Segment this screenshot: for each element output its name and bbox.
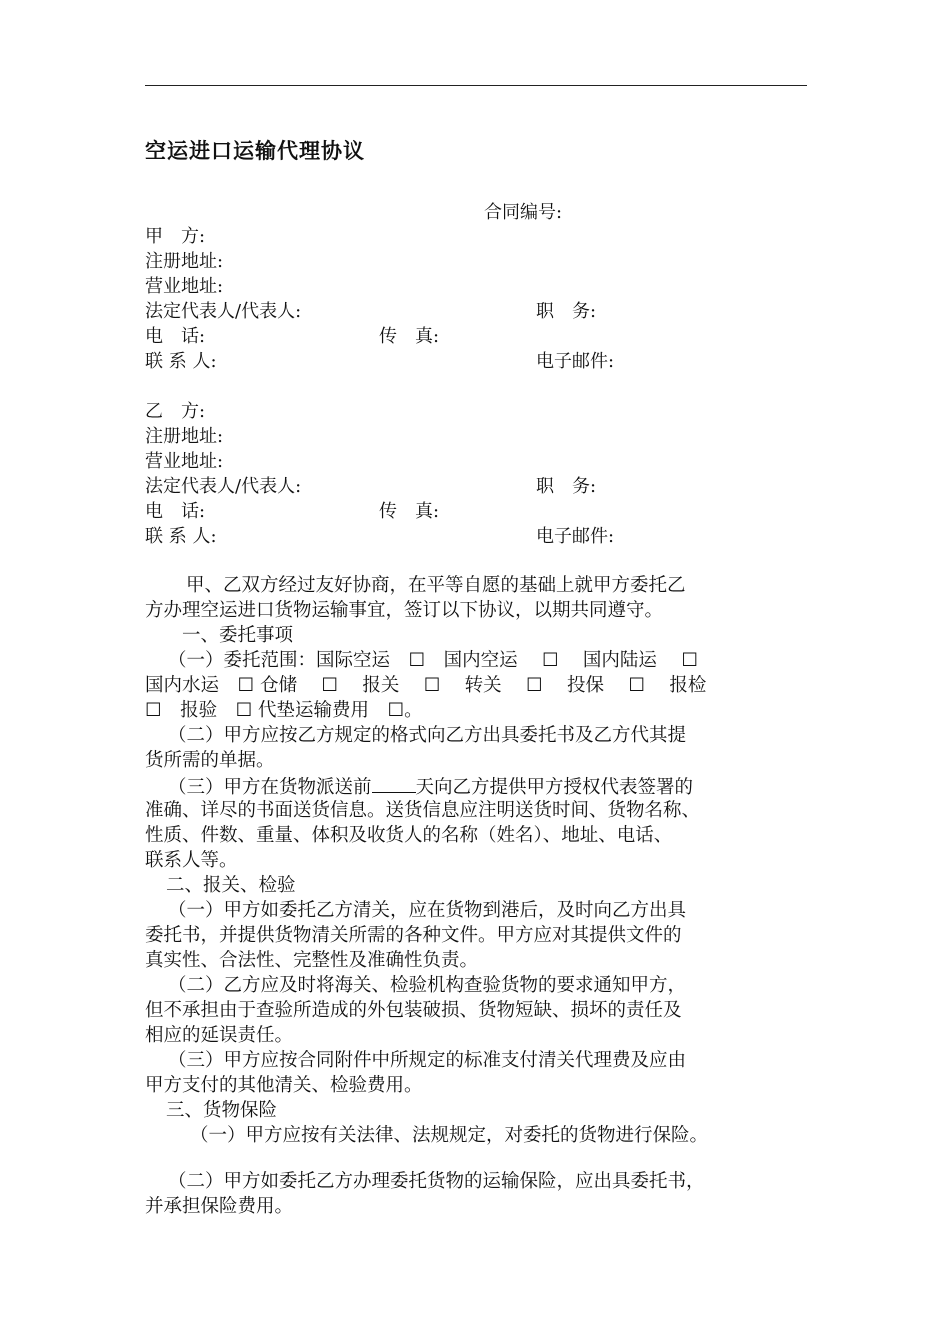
party-a-email: 电子邮件: bbox=[536, 351, 615, 372]
party-a-reg-address: 注册地址: bbox=[145, 251, 224, 272]
section-2-heading: 二、报关、检验 bbox=[166, 875, 296, 896]
party-b-email: 电子邮件: bbox=[536, 526, 615, 547]
party-b-legal-rep: 法定代表人/代表人: bbox=[145, 476, 302, 497]
party-b-label: 乙 方: bbox=[145, 401, 206, 422]
section-1-item-2-line-1: （二）甲方应按乙方规定的格式向乙方出具委托书及乙方代其提 bbox=[168, 725, 687, 746]
document-title: 空运进口运输代理协议 bbox=[145, 139, 365, 163]
intro-line-1: 甲、乙双方经过友好协商，在平等自愿的基础上就甲方委托乙 bbox=[186, 575, 686, 596]
section-2-item-1-line-3: 真实性、合法性、完整性及准确性负责。 bbox=[145, 950, 479, 971]
section-1-item-3-pre: （三）甲方在货物派送前 bbox=[168, 777, 372, 798]
section-2-item-3-line-1: （三）甲方应按合同附件中所规定的标准支付清关代理费及应由 bbox=[168, 1050, 687, 1071]
section-3-item-2-line-1: （二）甲方如委托乙方办理委托货物的运输保险，应出具委托书， bbox=[168, 1171, 705, 1192]
party-a-label: 甲 方: bbox=[145, 226, 206, 247]
party-b-phone: 电 话: bbox=[145, 501, 206, 522]
section-1-item-2-line-2: 货所需的单据。 bbox=[145, 750, 275, 771]
party-b-position: 职 务: bbox=[536, 476, 597, 497]
party-a-position: 职 务: bbox=[536, 301, 597, 322]
section-1-item-3-line-4: 联系人等。 bbox=[145, 850, 238, 871]
party-a-contact: 联 系 人: bbox=[145, 351, 217, 372]
party-a-fax: 传 真: bbox=[379, 326, 440, 347]
party-b-biz-address: 营业地址: bbox=[145, 451, 224, 472]
section-1-heading: 一、委托事项 bbox=[182, 625, 294, 646]
section-2-item-3-line-2: 甲方支付的其他清关、检验费用。 bbox=[145, 1075, 423, 1096]
contract-number-label: 合同编号: bbox=[484, 202, 563, 223]
section-1-item-3-line-3: 性质、件数、重量、体积及收货人的名称（姓名）、地址、电话、 bbox=[145, 825, 673, 846]
section-3-item-2-line-2: 并承担保险费用。 bbox=[145, 1196, 294, 1217]
party-b-contact: 联 系 人: bbox=[145, 526, 217, 547]
section-2-item-1-line-2: 委托书，并提供货物清关所需的各种文件。甲方应对其提供文件的 bbox=[145, 925, 682, 946]
section-1-item-3-post: 天向乙方提供甲方授权代表签署的 bbox=[415, 777, 694, 798]
section-1-item-1-line-2: 国内水运 ☐ 仓储 ☐ 报关 ☐ 转关 ☐ 投保 ☐ 报检 bbox=[145, 675, 707, 696]
section-1-item-1-line-1: （一）委托范围：国际空运 ☐ 国内空运 ☐ 国内陆运 ☐ bbox=[168, 650, 698, 671]
party-a-legal-rep: 法定代表人/代表人: bbox=[145, 301, 302, 322]
party-a-phone: 电 话: bbox=[145, 326, 206, 347]
days-blank bbox=[372, 773, 416, 793]
section-3-heading: 三、货物保险 bbox=[166, 1100, 278, 1121]
section-2-item-2-line-1: （二）乙方应及时将海关、检验机构查验货物的要求通知甲方， bbox=[168, 975, 687, 996]
section-3-item-1: （一）甲方应按有关法律、法规规定，对委托的货物进行保险。 bbox=[190, 1125, 709, 1146]
section-1-item-3-line-2: 准确、详尽的书面送货信息。送货信息应注明送货时间、货物名称、 bbox=[145, 800, 701, 821]
section-2-item-2-line-2: 但不承担由于查验所造成的外包装破损、货物短缺、损坏的责任及 bbox=[145, 1000, 682, 1021]
section-1-item-3-line-1 bbox=[168, 773, 693, 800]
section-2-item-2-line-3: 相应的延误责任。 bbox=[145, 1025, 294, 1046]
party-b-fax: 传 真: bbox=[379, 501, 440, 522]
section-1-item-1-line-3: ☐ 报验 ☐ 代垫运输费用 ☐。 bbox=[145, 700, 423, 721]
intro-line-2: 方办理空运进口货物运输事宜，签订以下协议，以期共同遵守。 bbox=[145, 600, 664, 621]
header-rule bbox=[145, 85, 807, 86]
party-a-biz-address: 营业地址: bbox=[145, 276, 224, 297]
section-2-item-1-line-1: （一）甲方如委托乙方清关，应在货物到港后，及时向乙方出具 bbox=[168, 900, 687, 921]
party-b-reg-address: 注册地址: bbox=[145, 426, 224, 447]
